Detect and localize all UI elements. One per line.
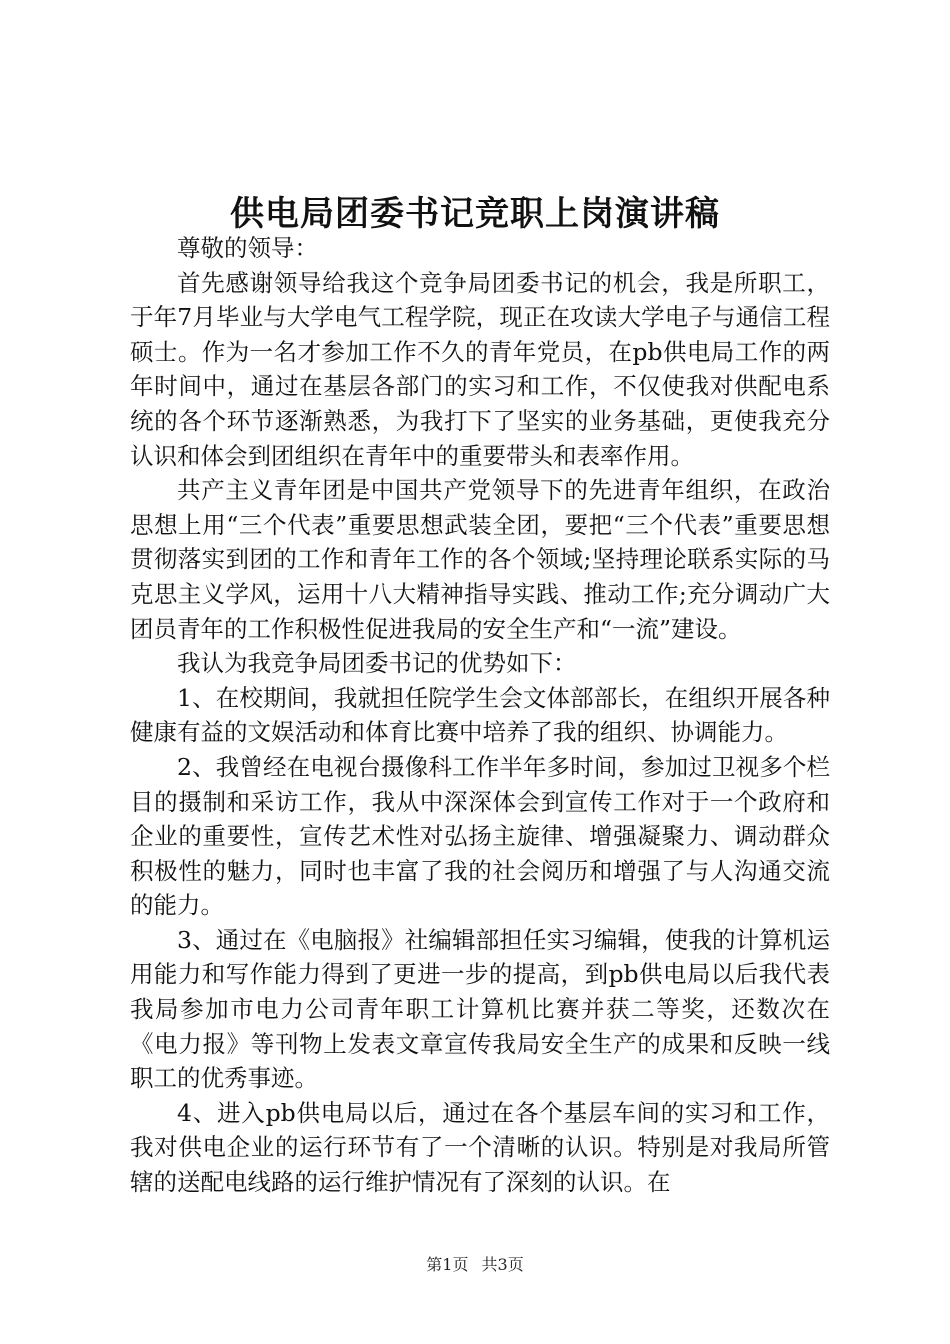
body-paragraph: 4、进入pb供电局以后，通过在各个基层车间的实习和工作，我对供电企业的运行环节有了一个清晰的认识。特别是对我局所管辖的送配电线路的运行维护情况有了深刻的认识。在 bbox=[130, 1098, 830, 1197]
body-paragraph: 1、在校期间，我就担任院学生会文体部部长，在组织开展各种健康有益的文娱活动和体育比赛中培养了我的组织、协调能力。 bbox=[130, 683, 830, 747]
body-paragraph: 2、我曾经在电视台摄像科工作半年多时间，参加过卫视多个栏目的摄制和采访工作，我从中深深体会到宣传工作对于一个政府和企业的重要性，宣传艺术性对弘扬主旋律、增强凝聚力、调动群众积极性的魅力，同时也丰富了我的社会阅历和增强了与人沟通交流的能力。 bbox=[130, 752, 830, 920]
document-body bbox=[130, 231, 830, 1200]
body-paragraph: 3、通过在《电脑报》社编辑部担任实习编辑，使我的计算机运用能力和写作能力得到了更进一步的提高，到pb供电局以后我代表我局参加市电力公司青年职工计算机比赛并获二等奖，还数次在《电力报》等刊物上发表文章宣传我局安全生产的成果和反映一线职工的优秀事迹。 bbox=[130, 925, 830, 1093]
body-paragraph: 我认为我竞争局团委书记的优势如下： bbox=[177, 649, 577, 678]
page-number: 第1页 bbox=[426, 1255, 469, 1274]
body-paragraph: 共产主义青年团是中国共产党领导下的先进青年组织，在政治思想上用“三个代表”重要思想武装全团，要把“三个代表”重要思想贯彻落实到团的工作和青年工作的各个领域;坚持理论联系实际的马克思主义学风，运用十八大精神指导实践、推动工作;充分调动广大团员青年的工作积极性促进我局的安全生产和“一流”建设。 bbox=[130, 476, 830, 643]
body-paragraph: 首先感谢领导给我这个竞争局团委书记的机会，我是所职工，于年7月毕业与大学电气工程学院，现正在攻读大学电子与通信工程硕士。作为一名才参加工作不久的青年党员，在pb供电局工作的两年时间中，通过在基层各部门的实习和工作，不仅使我对供配电系统的各个环节逐渐熟悉，为我打下了坚实的业务基础，更使我充分认识和体会到团组织在青年中的重要带头和表率作用。 bbox=[130, 268, 830, 470]
page-total: 共3页 bbox=[481, 1255, 524, 1274]
document-title: 供电局团委书记竞职上岗演讲稿 bbox=[230, 194, 720, 234]
page-footer bbox=[0, 1252, 950, 1275]
salutation: 尊敬的领导： bbox=[177, 234, 318, 262]
